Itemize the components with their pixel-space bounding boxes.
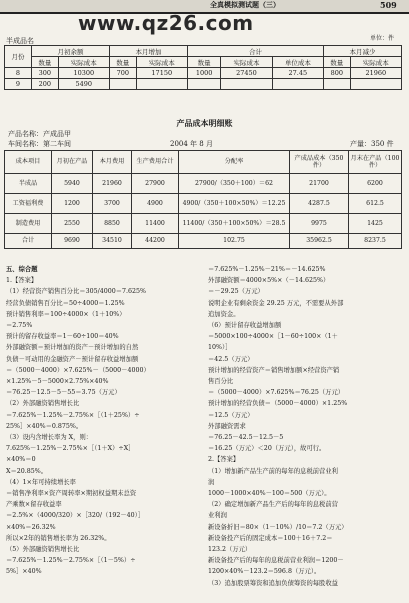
- answer-line: ＝7.625%－1.25%－2.75%×［（1＋25%）÷: [6, 411, 140, 419]
- table-cell: [221, 79, 272, 90]
- answer-line: （3）设内含增长率为 X，则：: [6, 434, 93, 442]
- answer-line: （2）确定增加新产品生产后的每年的息税前营: [208, 501, 338, 509]
- table-header-cell: 本月增加: [109, 46, 187, 57]
- table-cell: 3700: [93, 194, 132, 214]
- table-cell: 5940: [52, 174, 93, 194]
- answer-line: （2）外部融资销售增长比: [6, 400, 80, 408]
- answer-line: 5%］×40%: [6, 568, 42, 576]
- table-cell: 1000: [187, 68, 220, 79]
- table-cell: 35962.5: [290, 234, 349, 249]
- table-row: [5, 68, 402, 79]
- answer-line: 预计增加的经营资产＝销售增加额×经营资产销: [208, 366, 340, 374]
- answer-line: 10%）］: [208, 344, 232, 352]
- answer-line: 售百分比: [208, 378, 234, 386]
- answer-line: 1.【答案】: [6, 277, 38, 285]
- watermark: www.qz26.com: [78, 11, 254, 35]
- output-quantity: 产量：350 件: [350, 140, 394, 148]
- table-cell: 2550: [52, 214, 93, 234]
- workshop-name: 车间名称：第二车间: [8, 140, 71, 148]
- table-cell: 200: [32, 79, 59, 90]
- table-cell: 9: [5, 79, 32, 90]
- answer-line: 外部融资额＝4000×5%×（－14.625%）: [208, 277, 330, 285]
- table-cell: 1200: [52, 194, 93, 214]
- table-cell: 11400/（350＋100×50%）＝28.5: [179, 214, 290, 234]
- answer-line: ＝16.25（万元）＜20（万元），故可行。: [208, 445, 326, 453]
- answer-line: ＝76.25－12.5－5－55＝3.75（万元）: [6, 389, 121, 397]
- table-cell: 8850: [93, 214, 132, 234]
- table-cell: 合计: [5, 234, 52, 249]
- table-cell: 9975: [290, 214, 349, 234]
- table-cell: 4900/（350＋100×50%）＝12.25: [179, 194, 290, 214]
- table-cell: 27450: [221, 68, 272, 79]
- table-header-cell: 实际成本: [221, 57, 272, 68]
- table-header-cell: 产成品成本（350件）: [290, 151, 349, 174]
- table-cell: [350, 79, 401, 90]
- table-cell: 17150: [136, 68, 187, 79]
- answer-line: ＝－29.25（万元）: [208, 288, 264, 296]
- table-cell: 102.75: [179, 234, 290, 249]
- answer-line: 产乘数×留存收益率: [6, 501, 62, 509]
- table-cell: [187, 79, 220, 90]
- answer-line: ×40%＝0: [6, 456, 36, 464]
- table-header-cell: 月份: [5, 46, 32, 68]
- answer-line: （1）经营资产销售百分比＝305/4000＝7.625%: [6, 288, 147, 296]
- table-cell: 9690: [52, 234, 93, 249]
- table1-label: 半成品名: [6, 37, 34, 45]
- table-cell: 34510: [93, 234, 132, 249]
- answer-line: 润: [208, 478, 215, 486]
- table-header-cell: 数量: [187, 57, 220, 68]
- answer-line: ＝7.625%－1.25%－2.75%×［（1－5%）÷: [6, 557, 136, 565]
- table-cell: 5490: [58, 79, 109, 90]
- table-header-cell: 数量: [323, 57, 350, 68]
- answer-line: 业利润: [208, 512, 227, 520]
- table-header-cell: 分配率: [179, 151, 290, 174]
- table-header-cell: 合计: [187, 46, 323, 57]
- page-number: 509: [380, 0, 397, 10]
- answer-line: ＝76.25－42.5－12.5－5: [208, 434, 284, 442]
- table-header-cell: 本月减少: [323, 46, 401, 57]
- table-cell: 700: [109, 68, 136, 79]
- answer-line: ＝2.5%×（4000/320）×［320/（192－40）］: [6, 512, 145, 520]
- table-header-cell: 数量: [32, 57, 59, 68]
- answer-line: 新设备投产后的固定成本＝100＋16＋7.2＝: [208, 534, 333, 542]
- table-cell: 612.5: [349, 194, 402, 214]
- answer-line: ＝42.5（万元）: [208, 355, 254, 363]
- answer-line: ×40%＝26.32%: [6, 523, 56, 531]
- answer-line: 所以×2年的销售增长率为 26.32%。: [6, 534, 111, 542]
- table-cell: [323, 79, 350, 90]
- table-header-cell: 月初余额: [32, 46, 110, 57]
- table-cell: 21960: [350, 68, 401, 79]
- table-cell: 4900: [132, 194, 179, 214]
- answer-line: 负债－可动用的金融资产－预计留存收益增加额: [6, 355, 139, 363]
- table-cell: 1425: [349, 214, 402, 234]
- answer-line: 2.【答案】: [208, 456, 240, 464]
- unit-note: 单位：件: [370, 35, 395, 42]
- answer-line: ＝（5000－4000）×7.625%＝76.25（万元）: [208, 389, 345, 397]
- table-header-cell: 实际成本: [350, 57, 401, 68]
- table-cell: 4287.5: [290, 194, 349, 214]
- answer-line: ×1.25%－5－5000×2.75%×40%: [6, 378, 109, 386]
- answer-line: 外部融资额＝预计增加的资产－预计增加的自然: [6, 344, 139, 352]
- answer-line: ＝7.625%－1.25%－21%＝－14.625%: [208, 266, 326, 273]
- answer-line: （4）1×年可持续增长率: [6, 478, 76, 486]
- answer-column-right: [208, 264, 404, 589]
- table-header-cell: 实际成本: [58, 57, 109, 68]
- cost-detail-table: [4, 150, 402, 249]
- table-header-cell: 本月费用: [93, 151, 132, 174]
- answer-line: 外部融资需求: [208, 422, 246, 430]
- table-cell: 27.45: [272, 68, 323, 79]
- report-title: 产品成本明细账: [176, 118, 233, 128]
- table-cell: 27900: [132, 174, 179, 194]
- product-name: 产品名称：产成品甲: [8, 130, 71, 138]
- answer-line: 经营负债销售百分比＝50÷4000＝1.25%: [6, 299, 125, 307]
- answer-line: （1）增加新产品生产前的每年的息税前营业利: [208, 467, 338, 475]
- answer-line: X＝20.85%。: [6, 467, 48, 475]
- answer-line: 25%］×40%＝0.875%。: [6, 422, 83, 430]
- section-heading: 五、综合题: [6, 266, 38, 273]
- answer-line: 预计的留存收益率＝1－60÷100＝40%: [6, 333, 119, 341]
- table-cell: 8237.5: [349, 234, 402, 249]
- table-cell: [272, 79, 323, 90]
- table-header-cell: 月初在产品: [52, 151, 93, 174]
- answer-line: 新设备投产后的每年的息税前营业利润＝1200－: [208, 557, 344, 565]
- table-cell: 27900/（350＋100）＝62: [179, 174, 290, 194]
- answer-line: 预计销售利率＝100÷4000×（1＋10%）: [6, 310, 126, 318]
- table-cell: 800: [323, 68, 350, 79]
- answer-line: ＝12.5（万元）: [208, 411, 254, 419]
- table-cell: 10300: [58, 68, 109, 79]
- table-cell: 21700: [290, 174, 349, 194]
- answer-line: 1200×40%－123.2＝596.8（万元）。: [208, 568, 321, 576]
- table-cell: 工资福利费: [5, 194, 52, 214]
- semi-product-table: [4, 45, 402, 90]
- answer-line: ＝销售净利率×资产周转率×期初权益期末总资: [6, 490, 137, 498]
- table-cell: 8: [5, 68, 32, 79]
- table-header-row: [5, 57, 402, 68]
- table-row: [5, 79, 402, 90]
- table-row: [5, 174, 402, 194]
- answer-column-left: [6, 264, 202, 578]
- answer-line: 新设备折旧＝80×（1－10%）/10＝7.2（万元）: [208, 523, 348, 531]
- table-header-row: [5, 151, 402, 174]
- table-cell: 半成品: [5, 174, 52, 194]
- table-cell: 制造费用: [5, 214, 52, 234]
- table-cell: 21960: [93, 174, 132, 194]
- table-header-cell: 生产费用合计: [132, 151, 179, 174]
- table-header-row: [5, 46, 402, 57]
- report-date: 2004 年 8 月: [170, 140, 213, 148]
- table-header-cell: 数量: [109, 57, 136, 68]
- answer-line: （3）追加股票筹资和追加负债筹资的每股收益: [208, 579, 338, 587]
- answer-line: （6）预计留存收益增加额: [208, 322, 282, 330]
- table-header-cell: 单位成本: [272, 57, 323, 68]
- table-header-cell: 实际成本: [136, 57, 187, 68]
- table-cell: 44200: [132, 234, 179, 249]
- answer-line: ＝（5000－4000）×7.625%－（5000－4000）: [6, 366, 150, 374]
- answer-line: （5）外部融资销售增长比: [6, 546, 80, 554]
- answer-line: 追加资金。: [208, 310, 240, 318]
- table-row: [5, 214, 402, 234]
- table-cell: [136, 79, 187, 90]
- table-row: [5, 234, 402, 249]
- answer-line: 7.625%－1.25%－2.75%×［（1＋X）÷X］: [6, 445, 135, 453]
- table-cell: [109, 79, 136, 90]
- answer-line: 123.2（万元）: [208, 546, 252, 554]
- table-header-cell: 成本项目: [5, 151, 52, 174]
- table-row: [5, 194, 402, 214]
- answer-line: ＝5000×100÷4000×［1－60÷100×（1＋: [208, 333, 338, 341]
- answer-line: ＝2.75%: [6, 322, 33, 330]
- table-cell: 11400: [132, 214, 179, 234]
- table-cell: 300: [32, 68, 59, 79]
- table-header-cell: 月末在产品（100件）: [349, 151, 402, 174]
- header-title: 全真模拟测试题（三）: [210, 0, 280, 9]
- answer-line: 预计增加的经营负债＝（5000－4000）×1.25%: [208, 400, 348, 408]
- answer-line: 说明企业有剩余资金 29.25 万元，不需要从外部: [208, 299, 344, 307]
- answer-line: 1000－1000×40%－100＝500（万元）。: [208, 490, 331, 498]
- table-cell: 6200: [349, 174, 402, 194]
